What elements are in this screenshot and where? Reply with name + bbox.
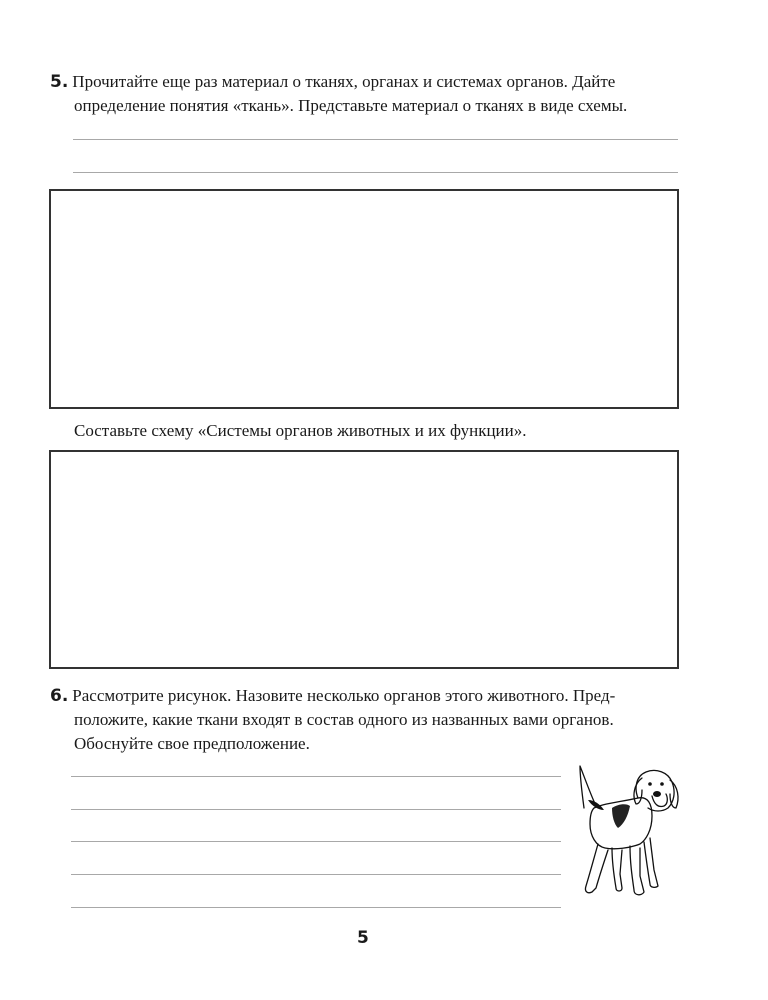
page-number: 5: [357, 928, 369, 948]
dog-illustration: [560, 758, 700, 908]
task-5-text-line-2: определение понятия «ткань». Представьте материал о тканях в виде схемы.: [74, 96, 628, 115]
dog-ear-left: [634, 778, 642, 804]
task-6-text-line-1: Рассмотрите рисунок. Назовите несколько органов этого животного. Пред-: [72, 686, 616, 705]
dog-leg-front-right: [644, 838, 658, 887]
tissue-scheme-box[interactable]: [49, 189, 679, 409]
task-6-text-line-3: Обоснуйте свое предположение.: [74, 734, 310, 753]
organ-systems-scheme-box[interactable]: [49, 450, 679, 669]
task-5-text-line-1: Прочитайте еще раз материал о тканях, органах и системах органов. Дайте: [72, 72, 616, 91]
answer-line[interactable]: [71, 776, 561, 777]
task-5-prompt: [50, 70, 680, 118]
dog-leg-front-left: [630, 846, 644, 895]
answer-line[interactable]: [73, 172, 678, 173]
answer-line[interactable]: [73, 139, 678, 140]
task-6-prompt: [50, 684, 680, 756]
dog-leg-back-left: [585, 844, 608, 893]
task-5-number: 5.: [50, 72, 69, 92]
task-5-subtask: Составьте схему «Системы органов животных и их функции».: [74, 421, 527, 440]
task-6-number: 6.: [50, 686, 69, 706]
task-6-text-line-2: положите, какие ткани входят в состав одного из названных вами органов.: [74, 710, 614, 729]
answer-line[interactable]: [71, 841, 561, 842]
answer-line[interactable]: [71, 874, 561, 875]
answer-line[interactable]: [71, 809, 561, 810]
dog-leg-back-right: [612, 848, 622, 891]
answer-line[interactable]: [71, 907, 561, 908]
